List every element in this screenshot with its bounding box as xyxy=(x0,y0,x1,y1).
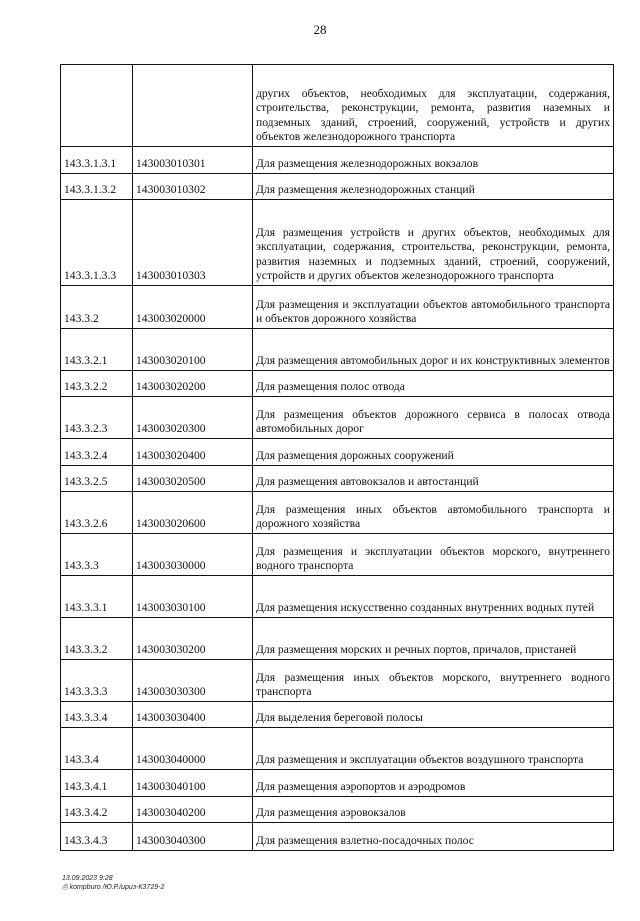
page-number: 28 xyxy=(313,22,327,37)
row-code: 143.3.1.3.2 xyxy=(61,174,133,200)
table-row xyxy=(61,797,614,823)
row-code: 143.3.3.2 xyxy=(61,618,133,660)
table-row xyxy=(61,576,614,618)
row-description: Для размещения автовокзалов и автостанций xyxy=(253,466,614,492)
footer-path-text: kompburo /Ю.Р./ириз-К3729-2 xyxy=(69,884,165,891)
row-code: 143.3.2 xyxy=(61,286,133,329)
row-code: 143.3.4 xyxy=(61,728,133,770)
row-classifier: 143003030400 xyxy=(133,702,253,728)
row-description: Для размещения автомобильных дорог и их конструктивных элементов xyxy=(253,329,614,371)
row-classifier: 143003040300 xyxy=(133,823,253,851)
document-footer xyxy=(62,874,164,892)
row-description: Для размещения железнодорожных вокзалов xyxy=(253,147,614,174)
row-code: 143.3.2.1 xyxy=(61,329,133,371)
row-code: 143.3.2.2 xyxy=(61,371,133,397)
row-description: Для размещения объектов дорожного сервиса в полосах отвода автомобильных дорог xyxy=(253,397,614,439)
row-description: Для размещения морских и речных портов, причалов, пристаней xyxy=(253,618,614,660)
row-description: Для размещения дорожных сооружений xyxy=(253,439,614,466)
table-row xyxy=(61,823,614,851)
row-classifier: 143003040000 xyxy=(133,728,253,770)
row-classifier: 143003010301 xyxy=(133,147,253,174)
file-icon: ⎙ xyxy=(62,884,68,891)
row-classifier: 143003020400 xyxy=(133,439,253,466)
footer-path xyxy=(62,883,164,892)
row-description: Для размещения и эксплуатации объектов морского, внутреннего водного транспорта xyxy=(253,534,614,576)
row-code: 143.3.1.3.1 xyxy=(61,147,133,174)
table-row xyxy=(61,618,614,660)
row-classifier: 143003010302 xyxy=(133,174,253,200)
table-row xyxy=(61,329,614,371)
row-code: 143.3.2.4 xyxy=(61,439,133,466)
row-code: 143.3.3 xyxy=(61,534,133,576)
row-description: Для размещения полос отвода xyxy=(253,371,614,397)
footer-date: 13.09.2023 9:28 xyxy=(62,875,113,882)
row-description: Для размещения устройств и других объектов, необходимых для эксплуатации, содержания, строительства, реконструкции, ремонта, развития наземных и подземных зданий, строений, сооружений, устройств и других объектов железнодорожного транспорта xyxy=(253,200,614,286)
table-row xyxy=(61,147,614,174)
row-classifier: 143003010303 xyxy=(133,200,253,286)
table-row xyxy=(61,492,614,534)
row-code: 143.3.4.2 xyxy=(61,797,133,823)
row-classifier: 143003040100 xyxy=(133,770,253,797)
row-code: 143.3.3.4 xyxy=(61,702,133,728)
table-row xyxy=(61,466,614,492)
row-description: Для размещения аэровокзалов xyxy=(253,797,614,823)
row-classifier: 143003020000 xyxy=(133,286,253,329)
row-classifier: 143003020200 xyxy=(133,371,253,397)
row-description: Для размещения искусственно созданных внутренних водных путей xyxy=(253,576,614,618)
row-classifier: 143003040200 xyxy=(133,797,253,823)
row-description: Для размещения иных объектов автомобильного транспорта и дорожного хозяйства xyxy=(253,492,614,534)
row-code xyxy=(61,65,133,147)
row-classifier: 143003030300 xyxy=(133,660,253,702)
row-code: 143.3.2.5 xyxy=(61,466,133,492)
row-classifier: 143003030200 xyxy=(133,618,253,660)
row-code: 143.3.3.1 xyxy=(61,576,133,618)
row-code: 143.3.2.6 xyxy=(61,492,133,534)
classification-table xyxy=(60,64,614,851)
row-description: Для размещения и эксплуатации объектов воздушного транспорта xyxy=(253,728,614,770)
table-row xyxy=(61,397,614,439)
table-row xyxy=(61,728,614,770)
row-description: других объектов, необходимых для эксплуатации, содержания, строительства, реконструкции, ремонта, развития наземных и подземных зданий, строений, сооружений, устройств и других объектов железнодорожного транспорта xyxy=(253,65,614,147)
row-description: Для размещения взлетно-посадочных полос xyxy=(253,823,614,851)
table-row xyxy=(61,534,614,576)
row-description: Для размещения и эксплуатации объектов автомобильного транспорта и объектов дорожного хозяйства xyxy=(253,286,614,329)
row-description: Для размещения аэропортов и аэродромов xyxy=(253,770,614,797)
table-row xyxy=(61,702,614,728)
row-description: Для размещения иных объектов морского, внутреннего водного транспорта xyxy=(253,660,614,702)
table-row xyxy=(61,286,614,329)
table-row xyxy=(61,200,614,286)
row-classifier: 143003020600 xyxy=(133,492,253,534)
table-row xyxy=(61,65,614,147)
row-classifier: 143003020100 xyxy=(133,329,253,371)
row-classifier: 143003020300 xyxy=(133,397,253,439)
row-classifier: 143003020500 xyxy=(133,466,253,492)
table-row xyxy=(61,660,614,702)
row-code: 143.3.1.3.3 xyxy=(61,200,133,286)
row-code: 143.3.4.1 xyxy=(61,770,133,797)
row-classifier xyxy=(133,65,253,147)
row-description: Для размещения железнодорожных станций xyxy=(253,174,614,200)
table-row xyxy=(61,174,614,200)
row-code: 143.3.4.3 xyxy=(61,823,133,851)
row-classifier: 143003030100 xyxy=(133,576,253,618)
table-row xyxy=(61,439,614,466)
row-code: 143.3.2.3 xyxy=(61,397,133,439)
table-row xyxy=(61,371,614,397)
table-body xyxy=(61,65,614,851)
row-code: 143.3.3.3 xyxy=(61,660,133,702)
row-classifier: 143003030000 xyxy=(133,534,253,576)
table-row xyxy=(61,770,614,797)
row-description: Для выделения береговой полосы xyxy=(253,702,614,728)
